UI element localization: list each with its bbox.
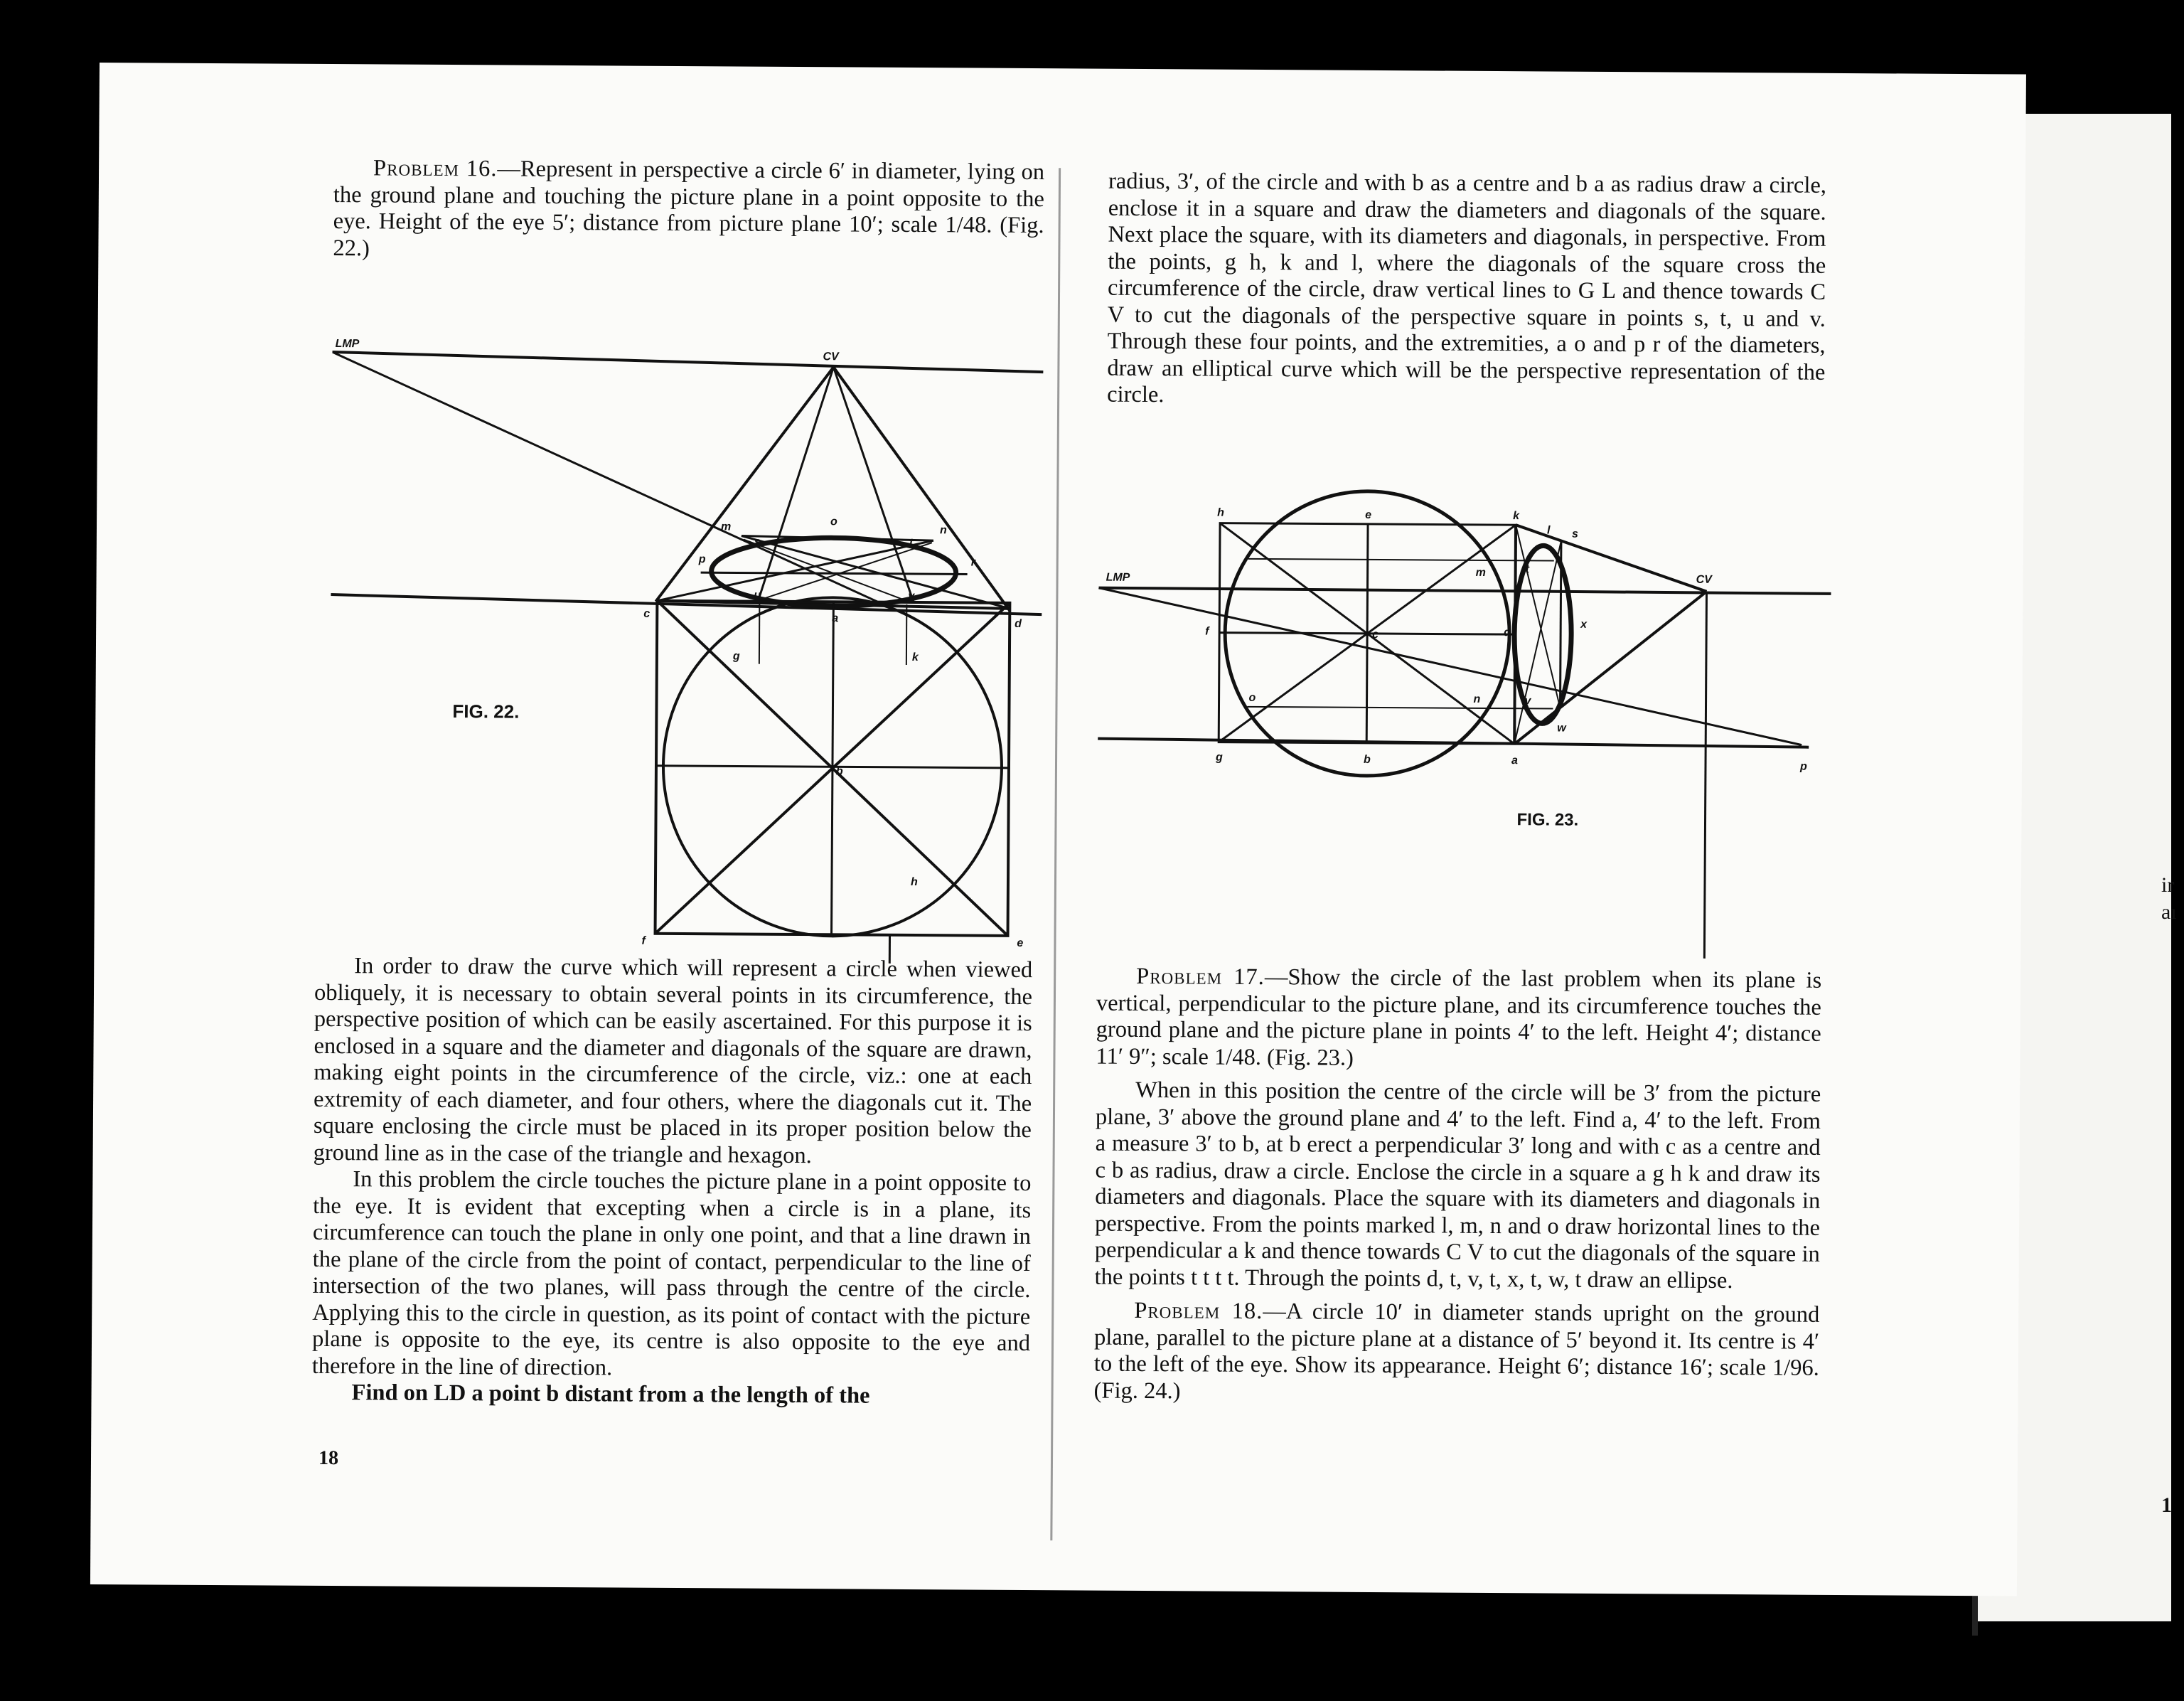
svg-text:l: l xyxy=(1546,524,1551,537)
svg-text:b: b xyxy=(835,765,843,778)
svg-text:g: g xyxy=(732,650,740,663)
horizon-line xyxy=(1099,588,1831,594)
svg-text:s: s xyxy=(1571,528,1578,540)
problem-16-heading: Problem 16. xyxy=(373,155,498,182)
right-body-text xyxy=(1094,964,1822,1409)
svg-text:v: v xyxy=(908,590,915,603)
svg-text:k: k xyxy=(1513,510,1520,523)
svg-text:o: o xyxy=(830,516,837,528)
ground-line xyxy=(331,594,1042,614)
svg-text:p: p xyxy=(698,553,706,566)
figure-23 xyxy=(1096,474,1831,962)
svg-text:m: m xyxy=(720,521,732,533)
svg-text:a: a xyxy=(1511,754,1518,767)
next-page-text: ir xyxy=(2161,873,2175,897)
svg-text:f: f xyxy=(641,934,646,947)
svg-text:k: k xyxy=(911,651,919,664)
paragraph: When in this position the centre of the circle will be 3′ from the picture plane, 3′ above the ground plane and 4′ to the left. Find a, 4′ to the left. From a measure 3′ to b, at b erect a perpendicular 3′ long and with c as a centre and c b as radius, draw a circle. Enclose the circle in a square a g h k and draw its diameters and diagonals. Place the square with its diameters and diagonals in perspective. From the points marked l, m, n and o draw horizontal lines to the perpendicular a k and thence towards C V to cut the diagonals of the square in the points t t t t. Through the points d, t, v, t, x, t, w, t draw an ellipse. xyxy=(1094,1077,1821,1294)
page-number: 18 xyxy=(318,1446,339,1470)
svg-text:f: f xyxy=(1205,625,1209,638)
figure-22 xyxy=(329,277,1044,949)
horizon-line xyxy=(332,352,1043,372)
problem-18-text: —A circle 10′ in diameter stands upright on the ground plane, parallel to the picture plane at a distance of 5′ beyond it. Its centre is 4′ to the left of the eye. Show its appearance. Height 6′; distance 16′; scale 1/96. (Fig. 24.) xyxy=(1093,1299,1820,1404)
svg-text:w: w xyxy=(1557,722,1566,735)
book-spread xyxy=(90,63,2026,1596)
svg-text:m: m xyxy=(1475,566,1486,579)
svg-text:CV: CV xyxy=(1696,573,1712,586)
problem-18-heading: Problem 18. xyxy=(1134,1297,1263,1325)
problem-17-heading: Problem 17. xyxy=(1136,963,1265,991)
left-body-text xyxy=(311,953,1032,1411)
next-page-mark: 1 xyxy=(2161,1493,2172,1517)
svg-text:o: o xyxy=(1248,691,1256,704)
svg-text:t: t xyxy=(1525,563,1530,576)
svg-text:h: h xyxy=(910,875,918,889)
right-top-paragraph xyxy=(1107,169,1826,413)
svg-text:x: x xyxy=(1580,618,1588,631)
svg-text:u: u xyxy=(754,589,761,602)
svg-text:p: p xyxy=(1799,760,1807,773)
figure-23-drawing xyxy=(1096,474,1831,962)
paragraph: radius, 3′, of the circle and with b as a centre and b a as radius draw a circle, enclose it in a square and draw the diameters and diagonals of the square. Next place the square, with its diameters and diagonals, in perspective. From the points, g h, k and l, where the diagonals of the square cross the circumference of the circle, draw vertical lines to G L and thence towards C V to cut the diagonals of the perspective square in points s, t, u and v. Through these four points, and the extremities, a o and p r of the diameters, draw an elliptical curve which will be the perspective representation of the circle. xyxy=(1107,168,1827,408)
next-page-text: aı xyxy=(2161,900,2177,924)
svg-text:e: e xyxy=(1365,508,1372,521)
svg-text:d: d xyxy=(1015,617,1022,630)
svg-text:t: t xyxy=(909,536,914,550)
svg-text:s: s xyxy=(754,535,761,548)
svg-text:c: c xyxy=(643,607,651,620)
svg-text:e: e xyxy=(1017,937,1024,949)
figure-23-caption: FIG. 23. xyxy=(1516,810,1579,830)
paragraph: In this problem the circle touches the picture plane in a point opposite to the eye. It is evident that excepting when a circle is in a plane, its circumference can touch the plane in only one point, and that a line drawn in the plane of the circle from the point of contact, perpendicular to the line of intersection of the two planes, will pass through the centre of the circle. Applying this to the circle in question, as its point of contact with the picture plane is opposite to the eye, its centre is also opposite to the eye and therefore in the line of direction. xyxy=(311,1166,1032,1380)
paragraph: Find on LD a point b distant from a the length of the xyxy=(351,1380,870,1409)
svg-text:a: a xyxy=(832,612,839,625)
svg-text:r: r xyxy=(970,556,976,569)
label-cv: CV xyxy=(823,351,839,363)
svg-text:d: d xyxy=(1504,626,1511,639)
svg-text:n: n xyxy=(939,524,947,537)
paragraph: In order to draw the curve which will represent a circle when viewed obliquely, it is necessary to obtain several points in its circumference, the perspective position of which can be easily ascertained. For this purpose it is enclosed in a square and the diameter and diagonals of the square are drawn, making eight points in the circumference of the circle, viz.: one at each extremity of each diameter, and four others, where the diagonals cut it. The square enclosing the circle must be placed in its proper position below the ground line as in the case of the triangle and hexagon. xyxy=(313,953,1033,1168)
svg-text:LMP: LMP xyxy=(1106,571,1130,584)
measuring-line xyxy=(332,353,908,615)
svg-text:b: b xyxy=(1363,753,1371,766)
figure-22-drawing xyxy=(329,277,1044,949)
problem-17-text: —Show the circle of the last problem when its plane is vertical, perpendicular to the picture plane, and its circumference touches the ground plane and the picture plane in points 4′ to the left. Height 4′; distance 11′ 9″; scale 1/48. (Fig. 23.) xyxy=(1096,964,1822,1071)
svg-text:n: n xyxy=(1473,693,1481,705)
svg-text:v: v xyxy=(1524,695,1531,708)
page-gutter xyxy=(1050,168,1061,1540)
problem-16-text: —Represent in perspective a circle 6′ in diameter, lying on the ground plane and touching the picture plane in a point opposite to the eye. Height of the eye 5′; distance from picture plane 10′; scale 1/48. (Fig. 22.) xyxy=(333,156,1045,261)
label-lmp: LMP xyxy=(335,338,360,351)
svg-text:g: g xyxy=(1216,751,1223,764)
problem-16-paragraph xyxy=(333,155,1044,266)
figure-22-caption: FIG. 22. xyxy=(452,700,520,722)
svg-text:h: h xyxy=(1217,506,1224,519)
svg-text:c: c xyxy=(1372,628,1379,641)
